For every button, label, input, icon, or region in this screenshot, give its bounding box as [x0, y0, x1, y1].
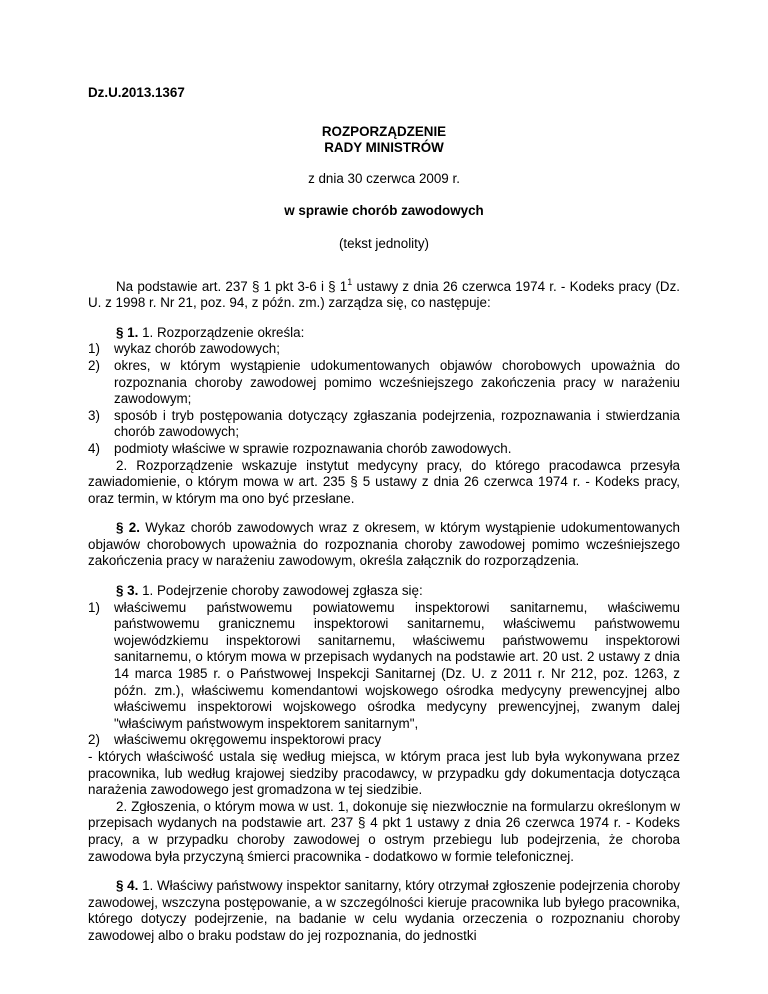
section-4-label: § 4. [116, 878, 139, 894]
list-item-text: wykaz chorób zawodowych; [114, 341, 280, 357]
journal-reference: Dz.U.2013.1367 [88, 85, 185, 100]
section-3-intro-text: 1. Podejrzenie choroby zawodowej zgłasza się: [138, 583, 423, 599]
section-4 [88, 878, 680, 944]
list-item [88, 732, 680, 749]
list-item [88, 600, 680, 733]
list-item-number: 4) [88, 440, 100, 456]
title-line-1: ROZPORZĄDZENIE [321, 123, 447, 139]
preamble-text-b: ustawy z dnia 26 czerwca 1974 r. - Kodeks pracy (Dz. U. z 1998 r. Nr 21, poz. 94, z późn. zm.) zarządza się, co następuje: [88, 278, 680, 311]
section-3-after-list: - których właściwość ustala się według miejsca, w którym praca jest lub była wykonywana przez pracownika, lub według krajowej siedziby pracodawcy, w przypadku gdy dokumentacja dotycząca narażenia zawodowego jest gromadzona w tej siedzibie. [88, 749, 680, 798]
footnote-marker: 1 [347, 276, 353, 287]
list-item-number: 3) [88, 407, 100, 423]
section-1-paragraph-2: 2. Rozporządzenie wskazuje instytut medycyny pracy, do którego pracodawca przesyła zawiadomienie, o którym mowa w art. 235 § 5 ustawy z dnia 26 czerwca 1974 r. - Kodeks pracy, oraz termin, w którym ma ono być przesłane. [88, 457, 680, 506]
list-item-text: podmioty właściwe w sprawie rozpoznawania chorób zawodowych. [114, 440, 512, 456]
section-1-list [88, 341, 680, 457]
section-1-label: § 1. [116, 324, 139, 340]
section-3-intro [88, 583, 680, 600]
section-3-list [88, 600, 680, 749]
preamble-text-a: Na podstawie art. 237 § 1 pkt 3-6 i § 1 [116, 278, 348, 294]
list-item-number: 1) [88, 341, 100, 357]
section-4-text: 1. Właściwy państwowy inspektor sanitarny, który otrzymał zgłoszenie podejrzenia choroby zawodowej, wszczyna postępowanie, a w szczególności kieruje pracownika lub byłego pracownika, którego dotyczy podejrzenie, na badanie w celu wydania orzeczenia o rozpoznaniu choroby zawodowej albo o braku podstaw do jej rozpoznania, do jednostki [88, 878, 680, 943]
list-item-text: właściwemu okręgowemu inspektorowi pracy [114, 732, 382, 748]
section-3-paragraph-2: 2. Zgłoszenia, o którym mowa w ust. 1, dokonuje się niezwłocznie na formularzu określonym w przepisach wydanych na podstawie art. 237 § 4 pkt 1 ustawy z dnia 26 czerwca 1974 r. - Kodeks pracy, a w przypadku choroby zawodowej o ostrym przebiegu lub podejrzenia, że choroba zawodowa była przyczyną śmierci pracownika - dodatkowo w formie telefonicznej. [88, 798, 680, 864]
list-item-number: 1) [88, 599, 100, 615]
document-subject: w sprawie chorób zawodowych [284, 203, 484, 219]
section-3-label: § 3. [116, 583, 139, 599]
list-item-number: 2) [88, 357, 100, 373]
list-item [88, 408, 680, 441]
section-2 [88, 520, 680, 570]
title-line-2: RADY MINISTRÓW [324, 140, 444, 156]
section-2-label: § 2. [116, 520, 140, 536]
document-date: z dnia 30 czerwca 2009 r. [308, 170, 460, 186]
document-title [88, 124, 680, 157]
consolidated-note: (tekst jednolity) [338, 235, 430, 251]
document-page [88, 85, 680, 945]
list-item-text: okres, w którym wystąpienie udokumentowanych objawów chorobowych upoważnia do rozpoznania choroby zawodowej pomimo wcześniejszego zakończenia pracy w narażeniu zawodowym; [114, 357, 680, 407]
preamble [88, 276, 680, 312]
list-item-text: sposób i tryb postępowania dotyczący zgłaszania podejrzenia, rozpoznawania i stwierdzania chorób zawodowych; [114, 407, 680, 440]
list-item [88, 441, 680, 458]
section-2-text: Wykaz chorób zawodowych wraz z okresem, w którym wystąpienie udokumentowanych objawów chorobowych upoważnia do rozpoznania choroby zawodowej pomimo wcześniejszego zakończenia pracy w narażeniu zawodowym, określa załącznik do rozporządzenia. [88, 520, 681, 569]
list-item [88, 341, 680, 358]
list-item-number: 2) [88, 732, 100, 748]
list-item [88, 358, 680, 408]
section-1-intro [88, 325, 680, 342]
list-item-text: właściwemu państwowemu powiatowemu inspektorowi sanitarnemu, właściwemu państwowemu granicznemu inspektorowi sanitarnemu, właściwemu państwowemu wojewódzkiemu inspektorowi sanitarnemu, właściwemu państwowemu inspektorowi sanitarnemu, o którym mowa w przepisach wydanych na podstawie art. 20 ust. 2 ustawy z dnia 14 marca 1985 r. o Państwowej Inspekcji Sanitarnej (Dz. U. z 2011 r. Nr 212, poz. 1263, z późn. zm.), właściwemu komendantowi wojskowego ośrodka medycyny prewencyjnej albo właściwemu inspektorowi wojskowego ośrodka medycyny prewencyjnej, zwanym dalej "właściwym państwowym inspektorem sanitarnym", [114, 599, 680, 731]
section-1-intro-text: 1. Rozporządzenie określa: [138, 324, 305, 340]
